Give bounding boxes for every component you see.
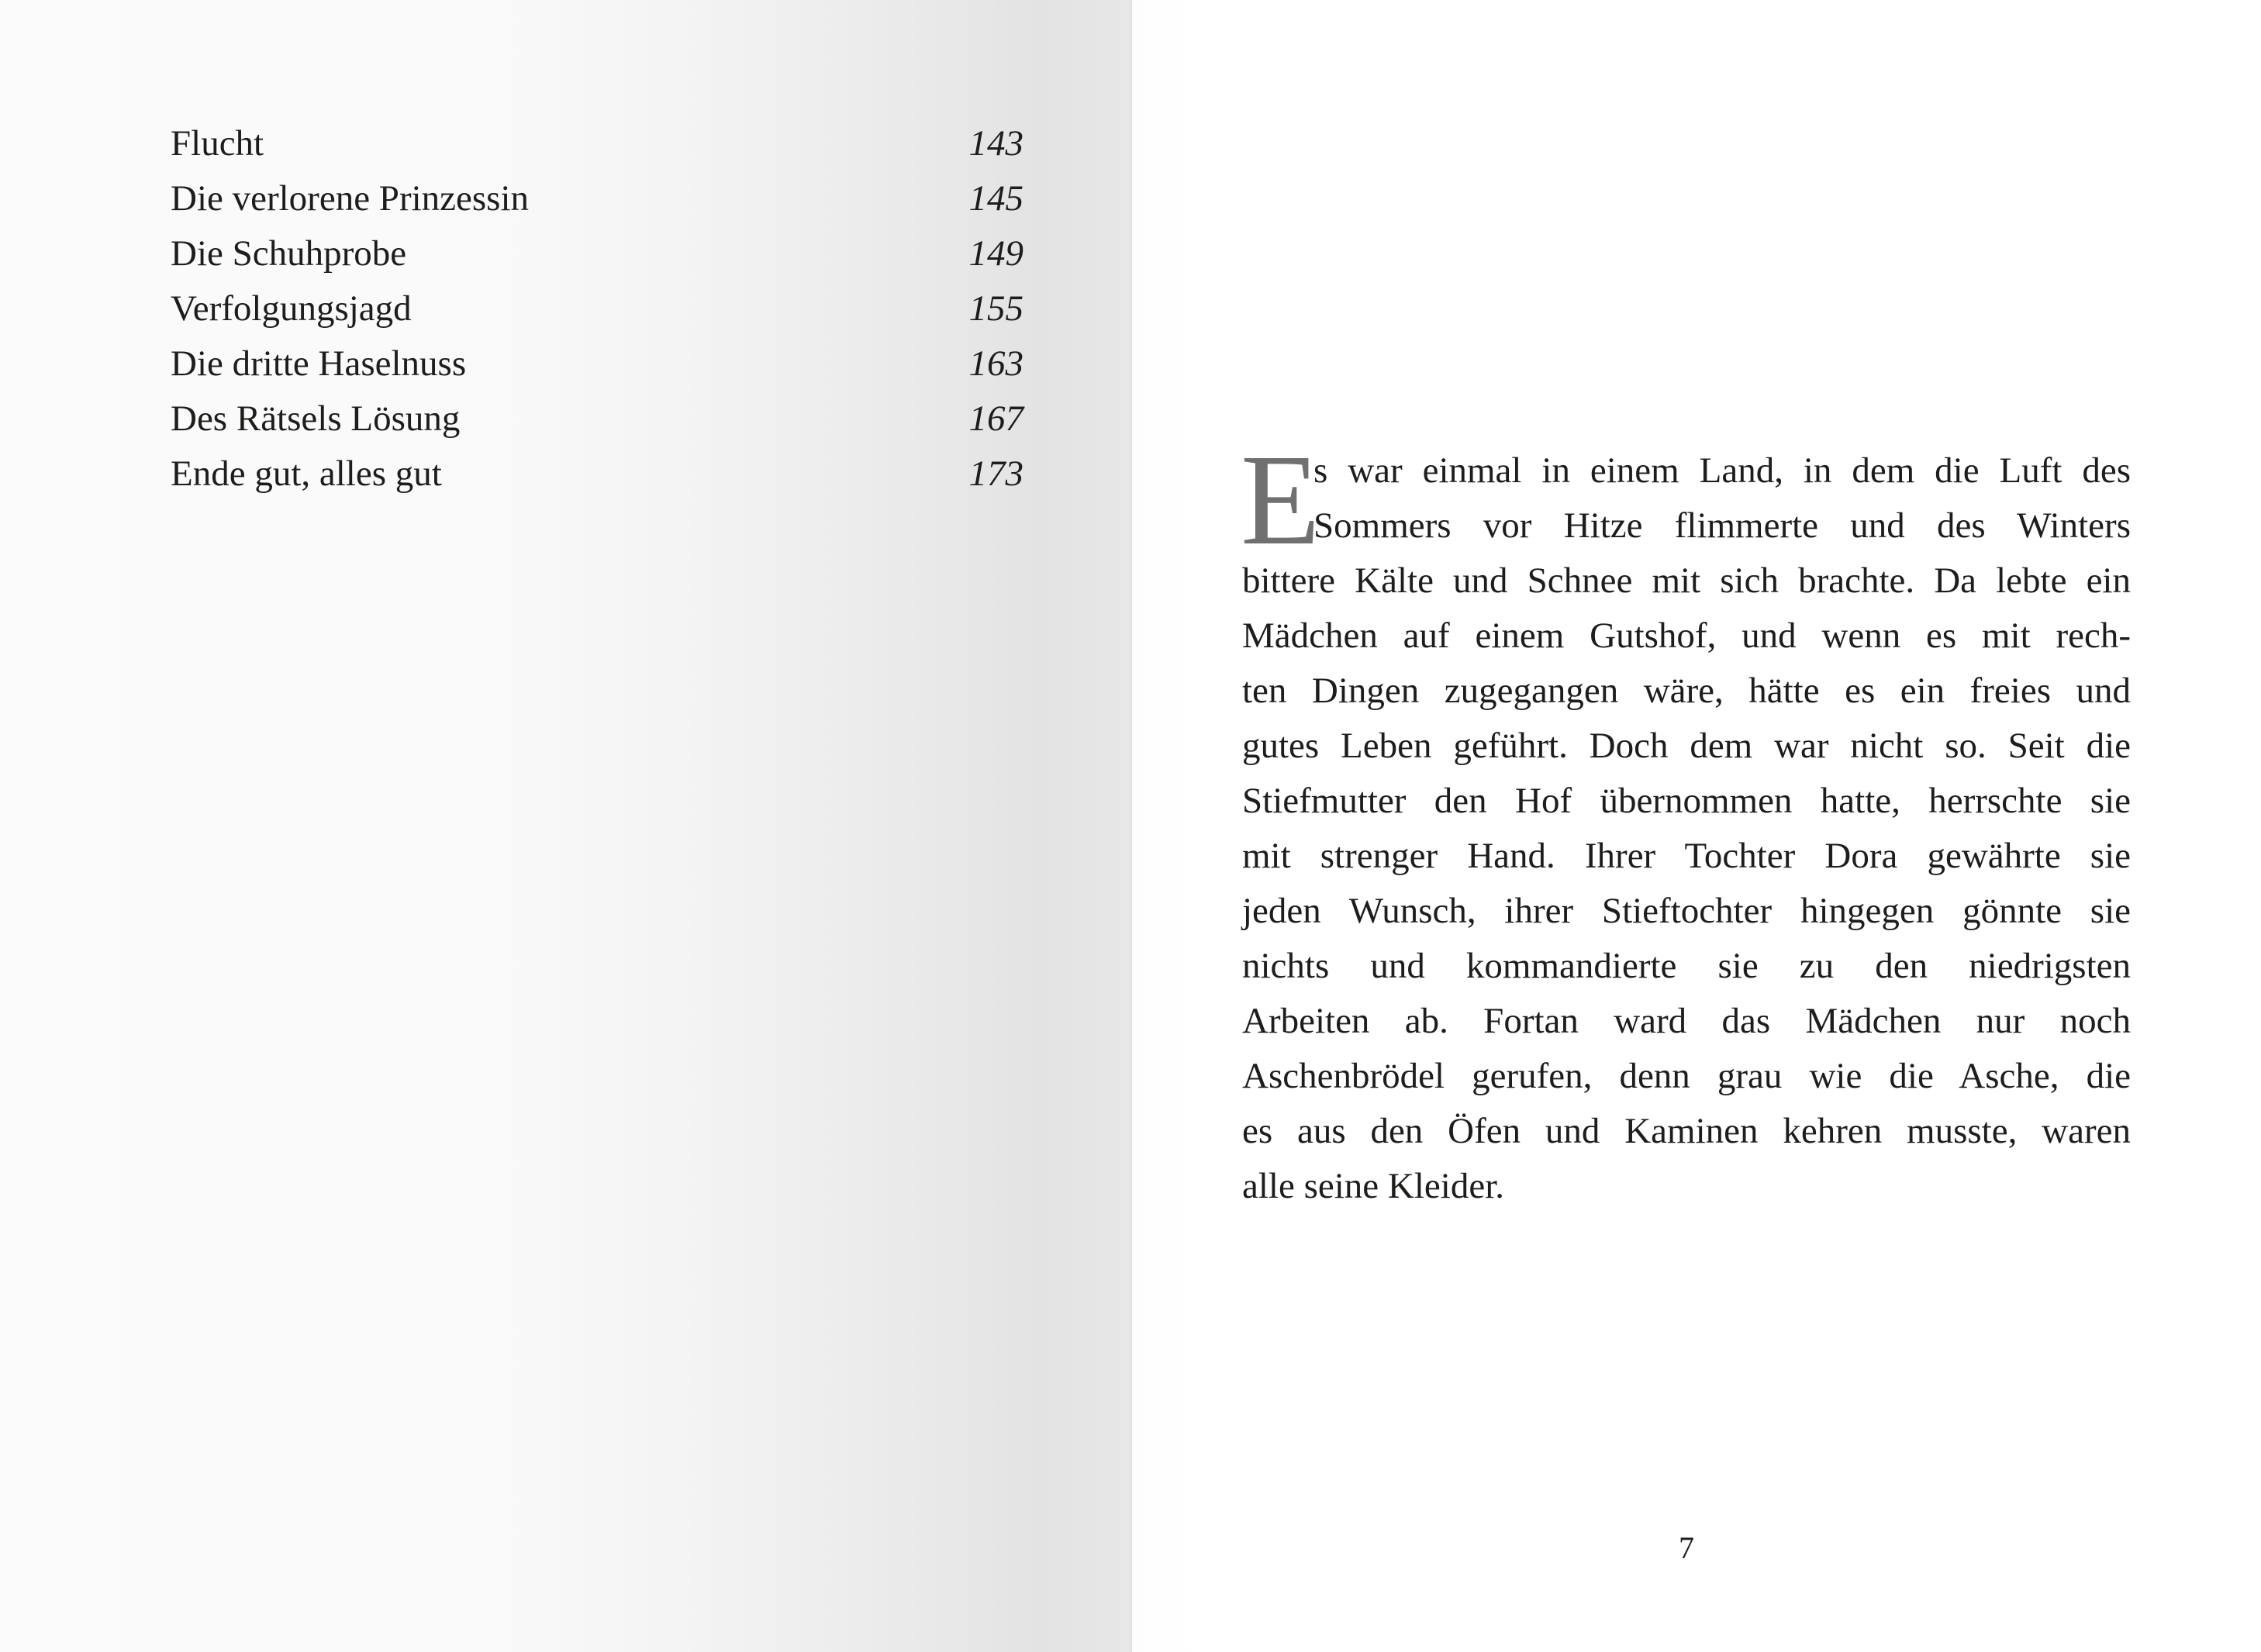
toc-entry [171,336,1023,391]
toc-entry-title: Die dritte Haselnuss [171,343,467,384]
toc-entry [171,447,1023,502]
toc-entry-title: Ende gut, alles gut [171,454,442,494]
story-line: s war einmal in einem Land, in dem die Luft des [1313,450,2131,491]
page-number: 7 [1679,1530,1694,1565]
story-line: Arbeiten ab. Fortan ward das Mädchen nur noch [1242,1001,2131,1041]
toc-entry [171,281,1023,336]
toc-entry-title: Des Rätsels Lösung [171,398,461,439]
toc-entry-title: Verfolgungsjagd [171,288,412,329]
story-line: ten Dingen zugegangen wäre, hätte es ein freies und [1242,671,2131,711]
toc-entry-page: 145 [968,178,1023,219]
toc-entry-page: 163 [968,343,1023,384]
toc-entry-page: 173 [968,454,1023,494]
toc-entry-page: 155 [968,288,1023,329]
story-line: Aschenbrödel gerufen, denn grau wie die Asche, die [1242,1056,2131,1096]
story-line: es aus den Öfen und Kaminen kehren musste, waren [1242,1111,2131,1151]
story-line: mit strenger Hand. Ihrer Tochter Dora gewährte sie [1242,836,2131,876]
book-gutter [1130,0,1132,1652]
story-line: Stiefmutter den Hof übernommen hatte, herrschte sie [1242,781,2131,821]
toc-entry [171,391,1023,447]
toc-entry-page: 143 [968,123,1023,164]
toc-entry-title: Flucht [171,123,264,164]
story-line: Mädchen auf einem Gutshof, und wenn es mit rech- [1242,616,2131,656]
story-paragraph [1241,428,2131,1214]
drop-cap-letter: E [1241,428,1320,572]
toc-entry [171,226,1023,281]
story-line: jeden Wunsch, ihrer Stieftochter hingegen gönnte sie [1242,891,2131,931]
story-line: bittere Kälte und Schnee mit sich brachte. Da lebte ein [1242,560,2131,601]
toc-entry-title: Die Schuhprobe [171,233,407,274]
table-of-contents [171,116,1023,502]
toc-entry-page: 167 [968,398,1023,439]
story-line: alle seine Kleider. [1242,1166,1504,1206]
toc-entry [171,171,1023,226]
story-line: gutes Leben geführt. Doch dem war nicht so. Seit die [1242,726,2131,766]
story-line: nichts und kommandierte sie zu den niedrigsten [1242,946,2131,986]
toc-entry [171,116,1023,171]
toc-entry-title: Die verlorene Prinzessin [171,178,530,219]
toc-entry-page: 149 [968,233,1023,274]
story-line: Sommers vor Hitze flimmerte und des Winters [1313,505,2131,546]
